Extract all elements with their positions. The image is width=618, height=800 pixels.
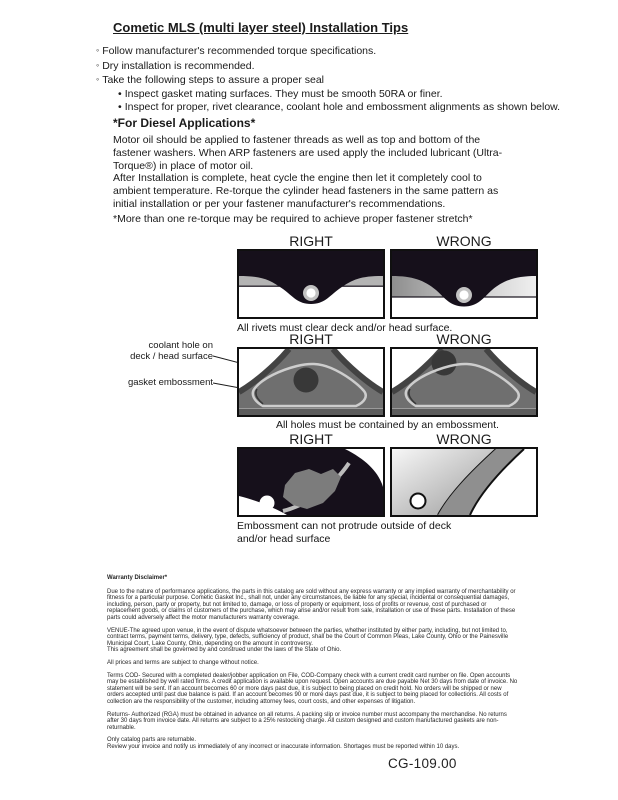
embossment-wrong-drawing <box>392 349 536 415</box>
row2-annotations <box>100 341 213 388</box>
warranty-paragraph: Review your invoice and notify us immediately of any incorrect or inaccurate information. Shortages must be reported within 10 days. <box>107 743 460 750</box>
wrong-label: WRONG <box>436 233 492 249</box>
diagram-row1 <box>237 249 538 319</box>
diesel-applications-heading: *For Diesel Applications* <box>113 116 256 130</box>
warranty-disclaimer <box>107 575 519 756</box>
tip-item <box>96 73 560 88</box>
diagram-row3 <box>237 447 538 517</box>
diagram-rivet-wrong <box>390 249 538 319</box>
retorque-note: *More than one re-torque may be required to achieve proper fastener stretch* <box>113 213 473 225</box>
warranty-paragraph: This agreement shall be governed by and construed under the laws of the State of Ohio. <box>107 647 342 654</box>
caption-line: and/or head surface <box>237 533 331 545</box>
tip-subitem <box>118 101 560 115</box>
tip-text: Follow manufacturer's recommended torque specifications. <box>102 45 377 57</box>
tip-subitem <box>118 88 560 102</box>
tip-text: Inspect gasket mating surfaces. They must be smooth 50RA or finer. <box>124 87 443 100</box>
protrusion-right-drawing <box>239 449 383 515</box>
warranty-paragraph: VENUE-The agreed upon venue, in the event of dispute whatsoever between the parties, whether instituted by either party, including, but not limited to, contract terms, payment terms, delivery, type, defects, sufficiency of product, shall be the Court of Common Pleas, Lake County, Ohio or the Painesville Municipal Court, Lake County, Ohio, depending on the amount in controversy. <box>107 627 509 647</box>
warranty-paragraph: Returns- Authorized (RGA) must be obtained in advance on all returns. A packing slip or invoice number must accompany the merchandise. No returns after 30 days from invoice date. All returns are subject to a 25% restocking charge. All custom designed and custom manufactured gaskets are non-returnable. <box>107 711 507 731</box>
tip-text: Take the following steps to assure a proper seal <box>102 74 324 87</box>
coolant-hole-label: coolant hole on <box>148 340 213 351</box>
diagram-row3-caption <box>237 520 487 546</box>
tip-item <box>96 59 560 74</box>
diagram-row2-labels <box>237 331 538 347</box>
page-code: CG-109.00 <box>388 756 457 771</box>
wrong-label: WRONG <box>436 431 492 447</box>
diagram-embossment-wrong <box>390 347 538 417</box>
right-label: RIGHT <box>289 233 333 249</box>
diagram-embossment-right <box>237 347 385 417</box>
warranty-heading: Warranty Disclaimer* <box>107 575 168 581</box>
rivet-wrong-drawing <box>392 251 536 317</box>
tip-item <box>96 44 560 59</box>
wrong-label: WRONG <box>436 331 492 347</box>
embossment-right-drawing <box>239 349 383 415</box>
warranty-paragraph: Due to the nature of performance applications, the parts in this catalog are sold without any express warranty or any implied warranty of merchantability or fitness for a particular purpose. Cometic Gasket Inc., shall not, under any circumstances, be liable for any special, incidental or consequential damages, including, person, party or property, but not limited to, damage, or loss of property or equipment, loss of profits or revenue, cost of purchased or replacement goods, or claims of customers of the purchase, which may arise and/or result from sale, installation or use of these parts. Installation of these parts could adversely affect the motor manufacturers warranty coverage. <box>107 588 516 621</box>
installation-tips-list <box>96 44 560 115</box>
warranty-paragraph: Only catalog parts are returnable. <box>107 737 197 744</box>
diagram-row3-labels <box>237 431 538 447</box>
warranty-paragraph: All prices and terms are subject to change without notice. <box>107 659 259 666</box>
diagram-row2 <box>237 347 538 417</box>
page-title: Cometic MLS (multi layer steel) Installation Tips <box>113 20 409 35</box>
right-label: RIGHT <box>289 431 333 447</box>
tip-text: Dry installation is recommended. <box>102 59 255 72</box>
protrusion-wrong-drawing <box>392 449 536 515</box>
right-label: RIGHT <box>289 331 333 347</box>
diagram-protrusion-wrong <box>390 447 538 517</box>
coolant-hole-label-line2: deck / head surface <box>130 350 213 362</box>
diagram-rivet-right <box>237 249 385 319</box>
diagram-row1-labels <box>237 233 538 249</box>
warranty-paragraph: Terms COD- Secured with a completed dealer/jobber application on File, COD-Company check with a current credit card number on file. Open accounts may be established by well rated firms. A credit application is available upon request. Open accounts are due payable Net 30 days from date of invoice. No statement will be sent. If an account becomes 60 or more days past due, it is subject to being placed on credit hold. No orders will be shipped or new orders accepted until past due balance is paid. If an account becomes 90 or more days past due, it is subject to being placed for collections. All costs of collection are the responsibility of the customer, including attorney fees, court costs, and other expenses of litigation. <box>107 672 518 705</box>
diagram-row1-caption: All rivets must clear deck and/or head surface. <box>237 322 453 334</box>
gasket-embossment-label: gasket embossment <box>127 376 213 388</box>
tip-text: Inspect for proper, rivet clearance, coolant hole and embossment alignments as shown below. <box>124 101 561 114</box>
rivet-right-drawing <box>239 251 383 317</box>
diesel-paragraph-2: After Installation is complete, heat cycle the engine then let it completely cool to ambient temperature. Re-torque the cylinder head fasteners in the same pattern as initial installation or per your fastener manufacturer's recommendations. <box>113 172 499 210</box>
caption-line: Embossment can not protrude outside of deck <box>237 520 452 532</box>
diagram-row2-caption: All holes must be contained by an embossment. <box>276 419 499 431</box>
diagram-protrusion-right <box>237 447 385 517</box>
diesel-paragraph-1: Motor oil should be applied to fastener threads as well as top and bottom of the fastener washers. When ARP fasteners are used apply the included lubricant (Ultra-Torque®) in place of motor oil. <box>113 134 503 172</box>
